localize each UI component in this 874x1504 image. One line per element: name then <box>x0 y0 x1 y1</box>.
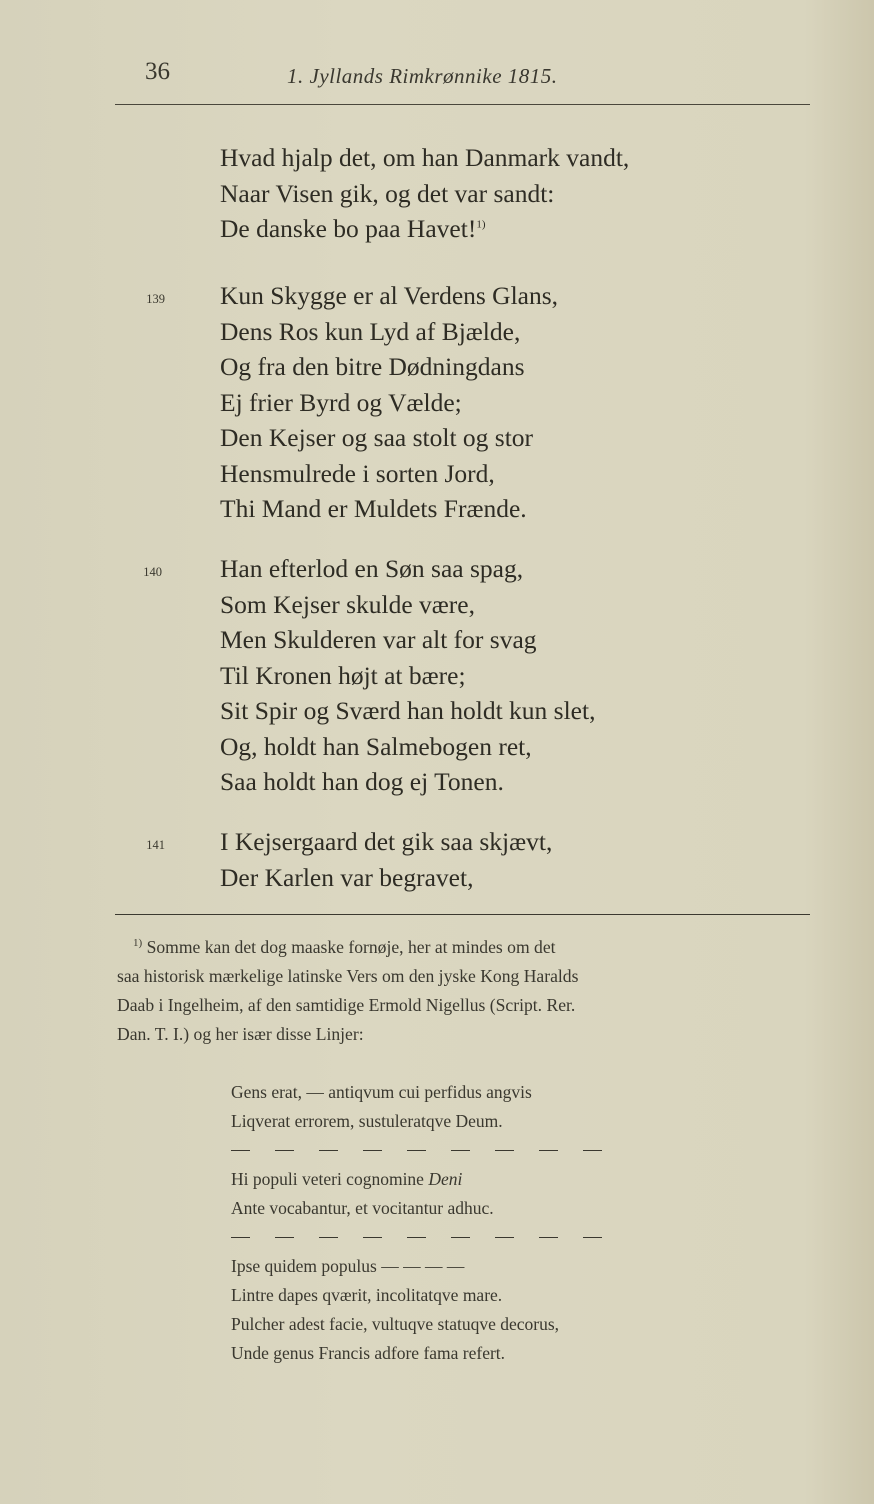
latin-quotation <box>231 1078 602 1368</box>
verse-line: Naar Visen gik, og det var sandt: <box>220 178 555 208</box>
footnote <box>117 933 813 1049</box>
stanza-141 <box>146 824 820 895</box>
footnote-reference[interactable]: 1) <box>476 218 486 231</box>
footnote-line <box>117 933 813 962</box>
verse-line: Og, holdt han Salmebogen ret, <box>220 731 532 761</box>
latin-line: Gens erat, — antiqvum cui perfidus angvis <box>231 1082 532 1102</box>
verse-line: Saa holdt han dog ej Tonen. <box>220 767 504 796</box>
page-number: 36 <box>145 58 170 85</box>
verse-line: Dens Ros kun Lyd af Bjælde, <box>220 316 521 346</box>
latin-line: Liqverat errorem, sustuleratqve Deum. <box>231 1111 503 1131</box>
verse-line: Og fra den bitre Dødningdans <box>220 352 525 381</box>
verse-line: Men Skulderen var alt for svag <box>220 625 537 654</box>
latin-line: Pulcher adest facie, vultuqve statuqve decorus, <box>231 1314 560 1334</box>
verse-text: De danske bo paa Havet! <box>220 214 477 243</box>
latin-line: Ante vocabantur, et vocitantur adhuc. <box>231 1198 494 1218</box>
verse-text: I Kejsergaard det gik saa skjævt, <box>220 827 553 856</box>
footnote-marker: 1) <box>133 937 143 950</box>
footnote-line: Dan. T. I.) og her især disse Linjer: <box>117 1024 364 1044</box>
latin-text: Hi populi veteri cognomine <box>231 1169 429 1189</box>
stanza-intro <box>220 140 820 247</box>
ellipsis-dashes <box>231 1136 602 1165</box>
stanza-139 <box>146 278 820 527</box>
verse-line <box>220 211 820 247</box>
latin-line: Ipse quidem populus — — — — <box>231 1256 465 1276</box>
verse-line <box>146 278 820 314</box>
verse-line: Ej frier Byrd og Vælde; <box>220 387 462 417</box>
verse-text: Han efterlod en Søn saa spag, <box>220 554 524 583</box>
footnote-line: saa historisk mærkelige latinske Vers om den jyske Kong Haralds <box>117 966 579 986</box>
footnote-line: Daab i Ingelheim, af den samtidige Ermold Nigellus (Script. Rer. <box>117 995 576 1015</box>
verse-line <box>146 824 820 860</box>
stanza-number: 141 <box>146 838 165 852</box>
running-header <box>145 58 835 98</box>
verse-line: Thi Mand er Muldets Frænde. <box>220 494 527 523</box>
verse-text: Kun Skygge er al Verdens Glans, <box>220 281 559 310</box>
latin-italic-word: Deni <box>428 1169 463 1189</box>
verse-line: Som Kejser skulde være, <box>220 589 475 619</box>
ellipsis-dashes <box>231 1223 602 1252</box>
verse-line: Der Karlen var begravet, <box>220 862 474 892</box>
header-rule <box>115 104 810 105</box>
stanza-number: 139 <box>146 292 165 306</box>
verse-line: Hvad hjalp det, om han Danmark vandt, <box>220 143 630 172</box>
running-title: 1. Jyllands Rimkrønnike 1815. <box>287 64 558 88</box>
verse-line: Sit Spir og Sværd han holdt kun slet, <box>220 696 596 725</box>
verse-line: Til Kronen højt at bære; <box>220 660 466 690</box>
verse-line: Den Kejser og saa stolt og stor <box>220 423 534 452</box>
stanza-number: 140 <box>143 565 162 579</box>
verse-line: Hensmulrede i sorten Jord, <box>220 458 495 488</box>
latin-line: Lintre dapes qværit, incolitatqve mare. <box>231 1285 503 1305</box>
footnote-text: Somme kan det dog maaske fornøje, her at mindes om det <box>146 937 556 957</box>
latin-line: Unde genus Francis adfore fama refert. <box>231 1343 506 1363</box>
stanza-140 <box>143 551 820 800</box>
latin-line <box>231 1165 602 1194</box>
verse-line <box>143 551 820 587</box>
footnote-rule <box>115 914 810 915</box>
